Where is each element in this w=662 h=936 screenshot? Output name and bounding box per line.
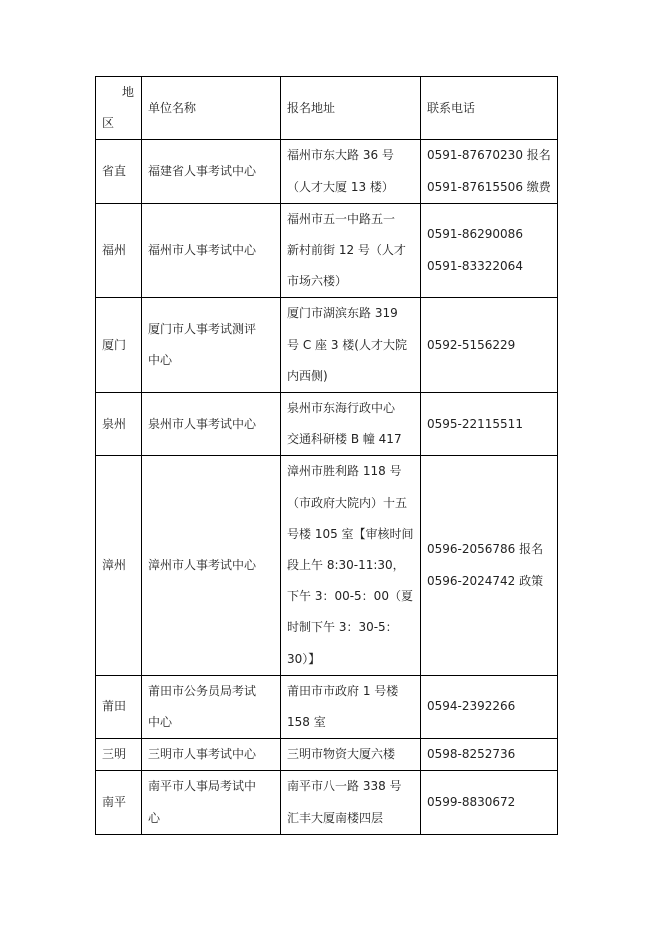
address-cell [281,456,421,675]
address-cell-line: 福州市五一中路五一 [287,211,396,226]
region-cell [96,393,142,456]
phone-cell [421,140,558,203]
unit-name-cell-line: 漳州市人事考试中心 [148,558,257,573]
address-cell [281,675,421,738]
unit-name-cell [142,393,281,456]
region-cell-line: 三明 [102,747,127,762]
unit-name-cell-line: 福州市人事考试中心 [148,243,257,258]
address-cell-line: 新村前街 12 号（人才 [287,243,406,258]
region-cell [96,456,142,675]
address-cell-line: 南平市八一路 338 号 [287,779,402,794]
region-cell [96,739,142,771]
region-cell-line: 省直 [102,164,127,178]
unit-name-cell [142,203,281,298]
address-cell-line: 漳州市胜利路 118 号 [287,464,402,479]
unit-name-cell [142,675,281,738]
address-cell-line: 汇丰大厦南楼四层 [287,810,384,825]
unit-name-cell-line: 莆田市公务员局考试 [148,683,257,698]
region-cell-line: 漳州 [102,558,127,573]
table-row [96,298,558,393]
address-cell-line: 号 C 座 3 楼(人才大院 [287,337,407,352]
address-cell-line: 福州市东大路 36 号 [287,148,394,163]
address-cell-line: 段上午 8:30-11:30， [287,558,405,573]
header-address: 报名地址 [281,77,421,140]
address-cell [281,393,421,456]
address-cell-line: 号楼 105 室【审核时间 [287,526,414,541]
address-cell-line: 30）】 [287,651,321,666]
header-region-line: 区 [102,116,115,131]
region-cell-line: 福州 [102,243,127,258]
address-cell-line: 莆田市市政府 1 号楼 [287,683,399,698]
table-row [96,739,558,771]
address-cell [281,771,421,834]
address-cell-line: 市场六楼） [287,274,348,289]
unit-name-cell [142,771,281,834]
phone-cell-line: 0595-22115511 [427,416,523,431]
region-cell [96,771,142,834]
region-cell-line: 厦门 [102,337,127,352]
phone-cell-line: 0592-5156229 [427,337,516,352]
unit-name-cell-line: 中心 [148,353,173,368]
unit-name-cell-line: 中心 [148,715,173,730]
address-cell [281,203,421,298]
phone-cell-line: 0591-87670230 报名 [427,148,551,163]
phone-cell-line: 0596-2024742 政策 [427,573,544,588]
table-body [96,77,558,835]
address-cell-line: 内西侧) [287,368,328,383]
header-region-line: 地 [122,85,135,99]
table-row [96,140,558,203]
phone-cell [421,203,558,298]
unit-name-cell [142,140,281,203]
unit-name-cell-line: 三明市人事考试中心 [148,747,257,762]
address-cell-line: 下午 3：00-5：00（夏 [287,589,413,604]
address-cell-line: （人才大厦 13 楼） [287,179,394,194]
address-cell [281,298,421,393]
address-cell-line: （市政府大院内）十五 [287,495,408,510]
phone-cell-line: 0591-87615506 缴费 [427,179,551,194]
phone-cell [421,393,558,456]
phone-cell-line: 0591-86290086 [427,227,523,242]
table-row [96,771,558,834]
phone-cell-line: 0594-2392266 [427,699,516,714]
phone-cell [421,298,558,393]
header-phone: 联系电话 [421,77,558,140]
phone-cell [421,456,558,675]
region-cell-line: 泉州 [102,416,127,431]
address-cell-line: 158 室 [287,715,326,730]
table-header-row [96,77,558,140]
header-unit: 单位名称 [142,77,281,140]
table-row [96,203,558,298]
unit-name-cell-line: 南平市人事局考试中 [148,779,257,794]
phone-cell [421,675,558,738]
exam-center-contact-table [95,76,558,835]
unit-name-cell-line: 泉州市人事考试中心 [148,416,257,431]
unit-name-cell-line: 厦门市人事考试测评 [148,322,257,337]
region-cell [96,298,142,393]
table-row [96,393,558,456]
address-cell [281,739,421,771]
phone-cell-line: 0598-8252736 [427,747,516,762]
region-cell [96,203,142,298]
region-cell-line: 莆田 [102,699,127,714]
phone-cell [421,739,558,771]
address-cell-line: 交通科研楼 B 幢 417 [287,432,402,447]
unit-name-cell [142,456,281,675]
header-region [96,77,142,140]
unit-name-cell [142,298,281,393]
unit-name-cell-line: 福建省人事考试中心 [148,164,257,178]
address-cell-line: 三明市物资大厦六楼 [287,747,396,762]
phone-cell-line: 0591-83322064 [427,258,523,273]
address-cell-line: 厦门市湖滨东路 319 [287,306,398,321]
unit-name-cell-line: 心 [148,810,161,825]
address-cell-line: 时制下午 3：30-5： [287,620,398,635]
phone-cell [421,771,558,834]
phone-cell-line: 0596-2056786 报名 [427,542,544,557]
region-cell [96,140,142,203]
address-cell-line: 泉州市东海行政中心 [287,401,396,416]
address-cell [281,140,421,203]
region-cell-line: 南平 [102,795,127,810]
phone-cell-line: 0599-8830672 [427,795,516,810]
table-row [96,675,558,738]
table-row [96,456,558,675]
region-cell [96,675,142,738]
unit-name-cell [142,739,281,771]
